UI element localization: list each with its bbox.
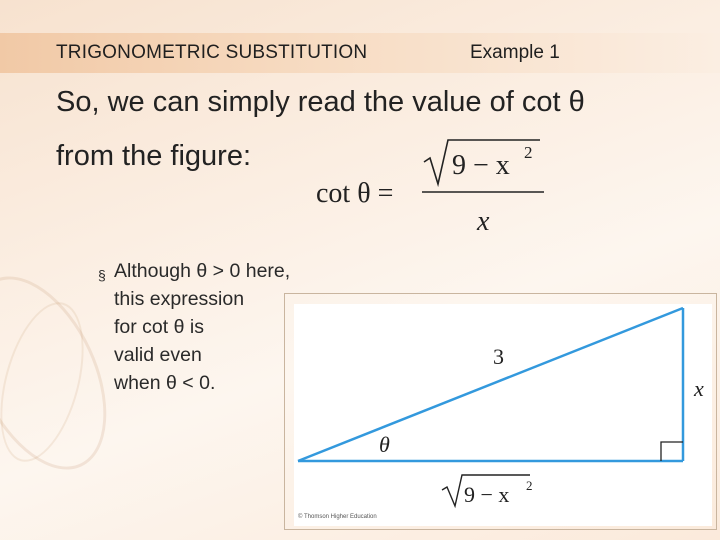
slide-title: TRIGONOMETRIC SUBSTITUTION [56, 42, 368, 63]
base-exponent: 2 [526, 478, 533, 493]
body-text-line-1: So, we can simply read the value of cot θ [56, 86, 585, 118]
bullet-line: valid even [114, 344, 202, 366]
hypotenuse-label: 3 [493, 344, 504, 369]
right-angle-marker [661, 442, 683, 461]
copyright-note: © Thomson Higher Education [298, 514, 377, 520]
formula-lhs: cot θ = [316, 178, 394, 209]
angle-label: θ [379, 432, 390, 457]
bullet-line: this expression [114, 288, 245, 310]
example-label: Example 1 [470, 42, 560, 63]
right-triangle-figure [294, 304, 712, 526]
body-text-line-2: from the figure: [56, 140, 252, 172]
cot-formula [314, 130, 554, 240]
bullet-marker: § [98, 267, 106, 283]
formula-exponent: 2 [524, 143, 533, 162]
base-label: 9 − x [464, 482, 510, 507]
triangle-hypotenuse [298, 308, 683, 461]
vertical-side-label: x [694, 376, 704, 401]
bullet-line: for cot θ is [114, 316, 204, 338]
formula-denominator: x [477, 206, 490, 237]
bullet-line: when θ < 0. [114, 372, 216, 394]
bullet-line: Although θ > 0 here, [114, 260, 291, 282]
formula-numerator: 9 − x [452, 150, 510, 181]
